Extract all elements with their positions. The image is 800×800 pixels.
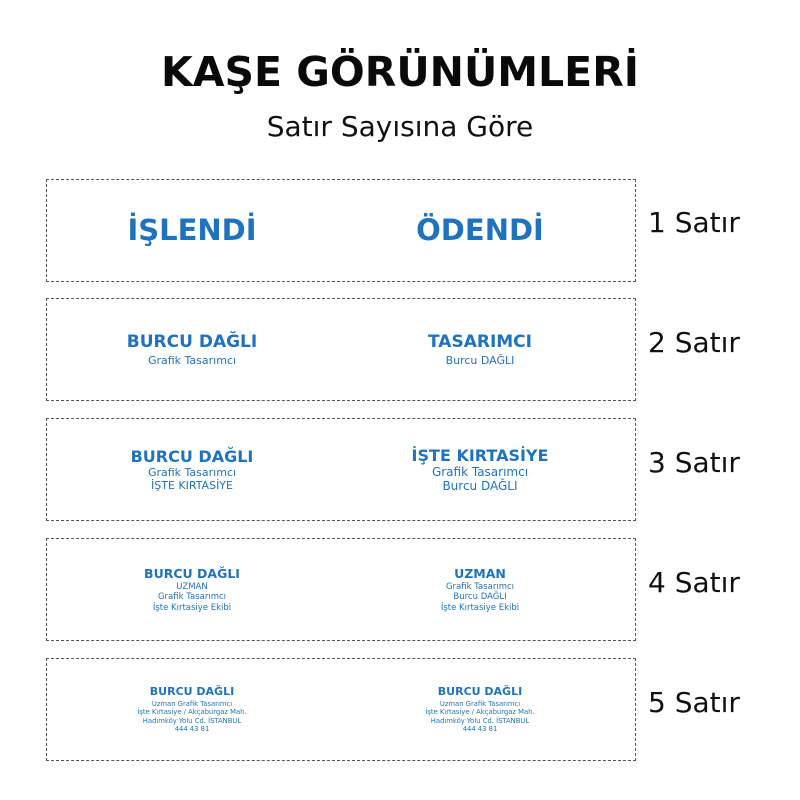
stamp-line: BURCU DAĞLI — [130, 446, 254, 466]
stamp-preview-right — [335, 539, 625, 640]
page-subtitle: Satır Sayısına Göre — [266, 110, 534, 143]
row-label-2: 2 Satır — [648, 326, 740, 359]
stamp-row-5 — [46, 658, 636, 761]
stamp-line: İŞTE KIRTASİYE — [411, 445, 549, 465]
stamp-line: Burcu DAĞLI — [445, 354, 515, 368]
stamp-preview-left — [47, 180, 337, 281]
stamp-line: Grafik Tasarımcı — [445, 582, 515, 593]
stamp-line: ÖDENDİ — [416, 213, 544, 248]
stamp-row-1 — [46, 179, 636, 282]
stamp-line: Hadımköy Yolu Cd. İSTANBUL — [430, 716, 530, 725]
row-label-3: 3 Satır — [648, 446, 740, 479]
stamp-row-4 — [46, 538, 636, 641]
stamp-line: Burcu DAĞLI — [442, 479, 518, 494]
stamp-row-2 — [46, 298, 636, 401]
stamp-line: Uzman Grafik Tasarımcı — [439, 699, 521, 708]
stamp-line: BURCU DAĞLI — [437, 685, 523, 699]
stamp-preview-right — [335, 299, 625, 400]
stamp-line: BURCU DAĞLI — [144, 566, 240, 582]
stamp-line: İŞTE KIRTASİYE — [151, 479, 233, 493]
stamp-line: Burcu DAĞLI — [453, 592, 507, 603]
stamp-line: İşte Kırtasiye Ekibi — [152, 602, 232, 613]
stamp-line: 444 43 81 — [462, 725, 498, 734]
stamp-preview-left — [47, 539, 337, 640]
stamp-line: Grafik Tasarımcı — [147, 465, 237, 479]
stamp-line: Grafik Tasarımcı — [147, 354, 237, 368]
stamp-line: UZMAN — [454, 566, 506, 582]
stamp-line: İşte Kırtasiye Ekibi — [440, 602, 520, 613]
stamp-line: Grafik Tasarımcı — [431, 464, 529, 479]
row-label-1: 1 Satır — [648, 206, 740, 239]
stamp-line: BURCU DAĞLI — [149, 685, 235, 699]
row-label-4: 4 Satır — [648, 566, 740, 599]
stamp-line: İşte Kırtasiye / Akçaburgaz Mah. — [137, 708, 247, 717]
stamp-line: Grafik Tasarımcı — [157, 592, 227, 603]
stamp-preview-right — [335, 659, 625, 760]
stamp-preview-right — [335, 419, 625, 520]
stamp-line: 444 43 81 — [174, 725, 210, 734]
stamp-line: İŞLENDİ — [127, 213, 257, 248]
stamp-row-3 — [46, 418, 636, 521]
stamp-line: Uzman Grafik Tasarımcı — [151, 699, 233, 708]
page-title: KAŞE GÖRÜNÜMLERİ — [160, 48, 640, 96]
row-label-5: 5 Satır — [648, 686, 740, 719]
stamp-line: BURCU DAĞLI — [126, 331, 258, 352]
stamp-preview-left — [47, 419, 337, 520]
stamp-preview-left — [47, 299, 337, 400]
stamp-line: Hadımköy Yolu Cd. İSTANBUL — [142, 716, 242, 725]
stamp-line: İşte Kırtasiye / Akçaburgaz Mah. — [425, 708, 535, 717]
stamp-line: UZMAN — [176, 582, 208, 593]
stamp-preview-right — [335, 180, 625, 281]
stamp-line: TASARIMCI — [428, 331, 532, 352]
stamp-preview-left — [47, 659, 337, 760]
